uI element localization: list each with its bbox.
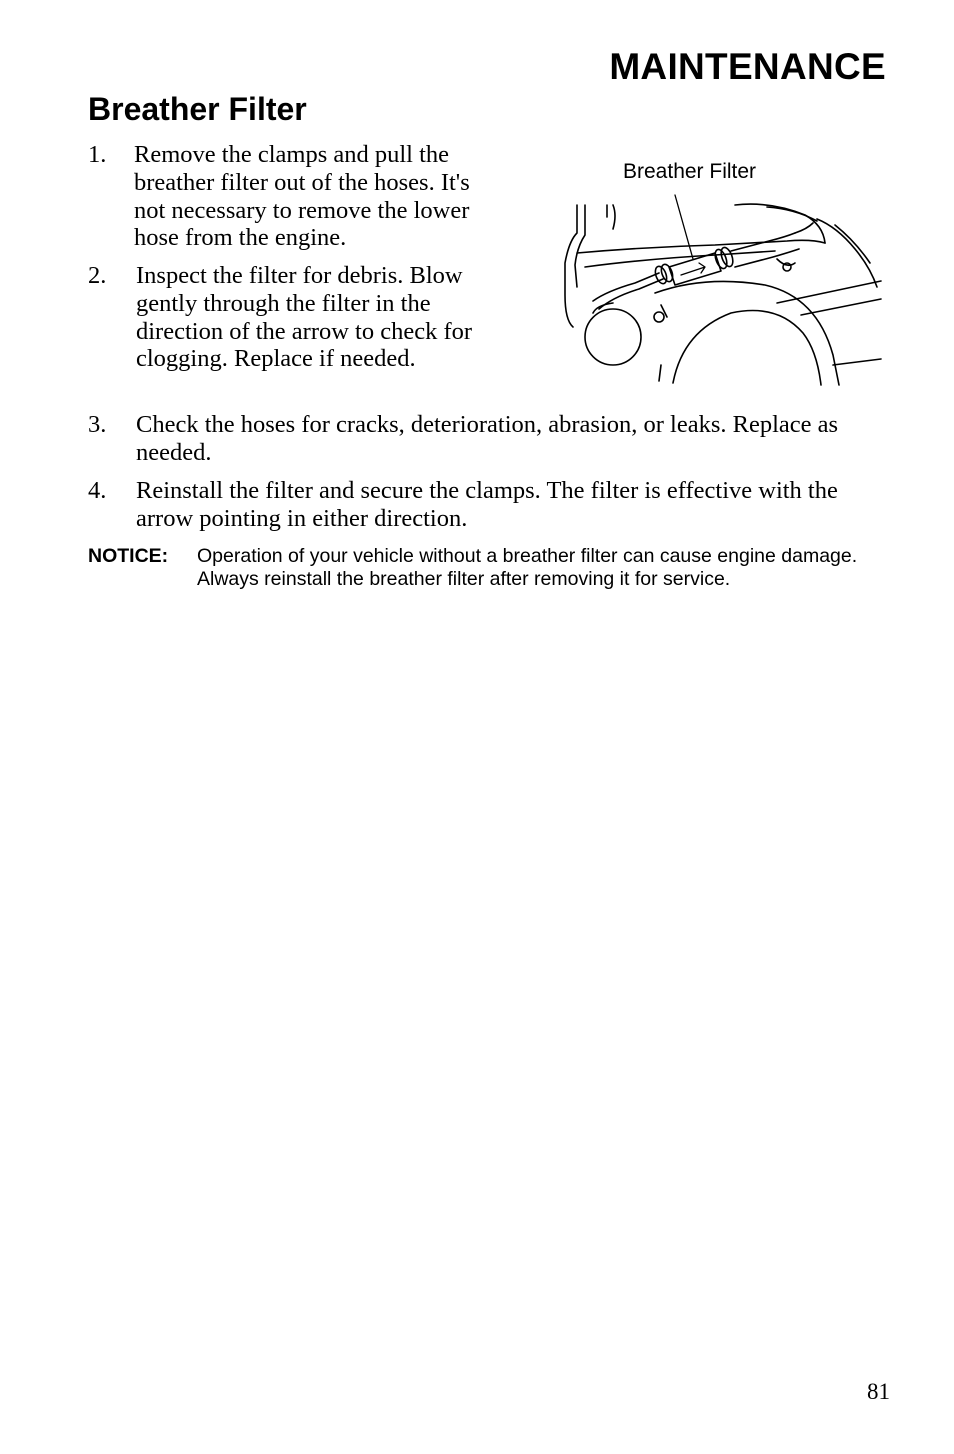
breather-filter-illustration bbox=[555, 155, 885, 395]
step-text: Reinstall the filter and secure the clamps. The filter is effective with the arrow pointing in either direction. bbox=[136, 477, 838, 532]
engine-line-drawing bbox=[555, 155, 885, 395]
step-text: Inspect the filter for debris. Blow gently through the filter in the direction of the arrow to check for clogging. Replace if needed. bbox=[136, 262, 473, 373]
step-item bbox=[88, 262, 498, 373]
step-number: 3. bbox=[88, 411, 107, 438]
step-item bbox=[88, 411, 888, 467]
step-item bbox=[88, 477, 888, 533]
figure-callout-label: Breather Filter bbox=[623, 160, 757, 183]
notice-label: NOTICE: bbox=[88, 545, 169, 567]
section-header: MAINTENANCE bbox=[609, 46, 886, 87]
step-number: 1. bbox=[88, 141, 107, 168]
notice-block bbox=[88, 545, 878, 591]
page-number: 81 bbox=[867, 1379, 890, 1404]
step-item bbox=[88, 141, 498, 252]
step-text: Check the hoses for cracks, deterioration, abrasion, or leaks. Replace as needed. bbox=[136, 411, 839, 466]
notice-text: Operation of your vehicle without a breather filter can cause engine damage. Always reinstall the breather filter after removing it for service. bbox=[197, 545, 858, 590]
step-number: 4. bbox=[88, 477, 107, 504]
step-text: Remove the clamps and pull the breather filter out of the hoses. It's not necessary to remove the lower hose from the engine. bbox=[134, 141, 470, 252]
step-number: 2. bbox=[88, 262, 107, 289]
page-title: Breather Filter bbox=[88, 91, 307, 127]
